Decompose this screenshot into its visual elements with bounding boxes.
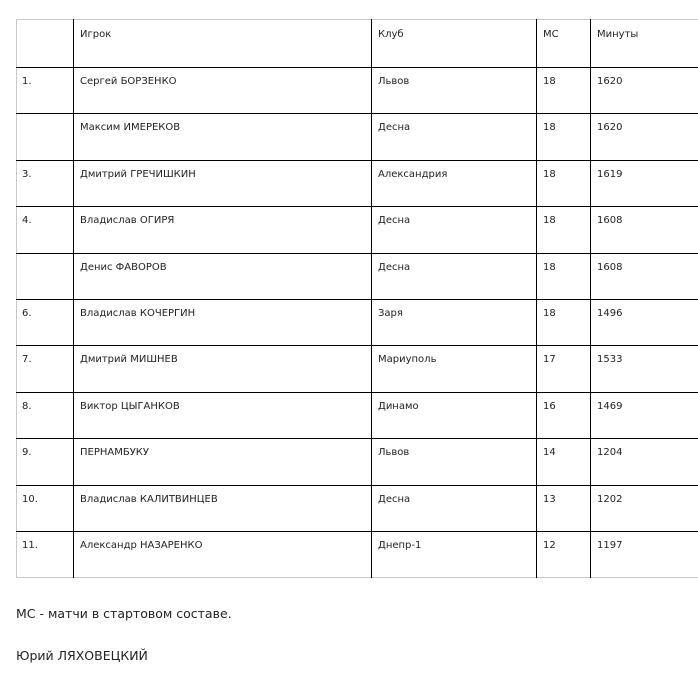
cell-rank — [17, 253, 74, 299]
cell-ms: 14 — [537, 439, 591, 485]
cell-player: ПЕРНАМБУКУ — [74, 439, 372, 485]
players-table — [16, 19, 698, 578]
cell-ms: 18 — [537, 68, 591, 114]
cell-player: Виктор ЦЫГАНКОВ — [74, 392, 372, 438]
cell-rank: 1. — [17, 68, 74, 114]
cell-minutes: 1620 — [591, 114, 698, 160]
cell-club: Динамо — [372, 392, 537, 438]
cell-rank: 11. — [17, 531, 74, 577]
cell-player: Денис ФАВОРОВ — [74, 253, 372, 299]
cell-player: Максим ИМЕРЕКОВ — [74, 114, 372, 160]
header-club: Клуб — [372, 20, 537, 68]
cell-rank: 8. — [17, 392, 74, 438]
cell-player: Дмитрий МИШНЕВ — [74, 346, 372, 392]
table-row — [17, 439, 698, 485]
cell-player: Владислав КОЧЕРГИН — [74, 299, 372, 345]
table-row — [17, 207, 698, 253]
cell-minutes: 1608 — [591, 253, 698, 299]
cell-minutes: 1608 — [591, 207, 698, 253]
cell-club: Львов — [372, 439, 537, 485]
cell-rank: 10. — [17, 485, 74, 531]
author-name: Юрий ЛЯХОВЕЦКИЙ — [16, 648, 148, 663]
table-row — [17, 253, 698, 299]
table-row — [17, 160, 698, 206]
cell-player: Владислав КАЛИТВИНЦЕВ — [74, 485, 372, 531]
table-row — [17, 299, 698, 345]
cell-minutes: 1204 — [591, 439, 698, 485]
cell-minutes: 1469 — [591, 392, 698, 438]
cell-club: Десна — [372, 485, 537, 531]
cell-rank: 9. — [17, 439, 74, 485]
table-header-row — [17, 20, 698, 68]
cell-minutes: 1202 — [591, 485, 698, 531]
cell-ms: 18 — [537, 299, 591, 345]
cell-minutes: 1496 — [591, 299, 698, 345]
cell-minutes: 1620 — [591, 68, 698, 114]
cell-ms: 12 — [537, 531, 591, 577]
cell-ms: 18 — [537, 114, 591, 160]
cell-minutes: 1619 — [591, 160, 698, 206]
cell-ms: 17 — [537, 346, 591, 392]
cell-club: Александрия — [372, 160, 537, 206]
cell-club: Десна — [372, 253, 537, 299]
cell-player: Сергей БОРЗЕНКО — [74, 68, 372, 114]
header-minutes: Минуты — [591, 20, 698, 68]
cell-ms: 18 — [537, 207, 591, 253]
cell-ms: 18 — [537, 160, 591, 206]
cell-club: Десна — [372, 114, 537, 160]
cell-rank: 7. — [17, 346, 74, 392]
table-row — [17, 68, 698, 114]
table-row — [17, 531, 698, 577]
table-row — [17, 392, 698, 438]
cell-club: Заря — [372, 299, 537, 345]
table-row — [17, 346, 698, 392]
cell-club: Десна — [372, 207, 537, 253]
table-row — [17, 485, 698, 531]
cell-rank: 4. — [17, 207, 74, 253]
cell-minutes: 1197 — [591, 531, 698, 577]
cell-ms: 18 — [537, 253, 591, 299]
footnote: МС - матчи в стартовом составе. — [16, 606, 232, 621]
table-row — [17, 114, 698, 160]
header-player: Игрок — [74, 20, 372, 68]
header-rank — [17, 20, 74, 68]
cell-rank: 6. — [17, 299, 74, 345]
cell-player: Владислав ОГИРЯ — [74, 207, 372, 253]
cell-club: Мариуполь — [372, 346, 537, 392]
cell-ms: 16 — [537, 392, 591, 438]
cell-club: Днепр-1 — [372, 531, 537, 577]
header-ms: МС — [537, 20, 591, 68]
cell-minutes: 1533 — [591, 346, 698, 392]
cell-club: Львов — [372, 68, 537, 114]
cell-rank: 3. — [17, 160, 74, 206]
cell-rank — [17, 114, 74, 160]
cell-player: Александр НАЗАРЕНКО — [74, 531, 372, 577]
cell-ms: 13 — [537, 485, 591, 531]
cell-player: Дмитрий ГРЕЧИШКИН — [74, 160, 372, 206]
